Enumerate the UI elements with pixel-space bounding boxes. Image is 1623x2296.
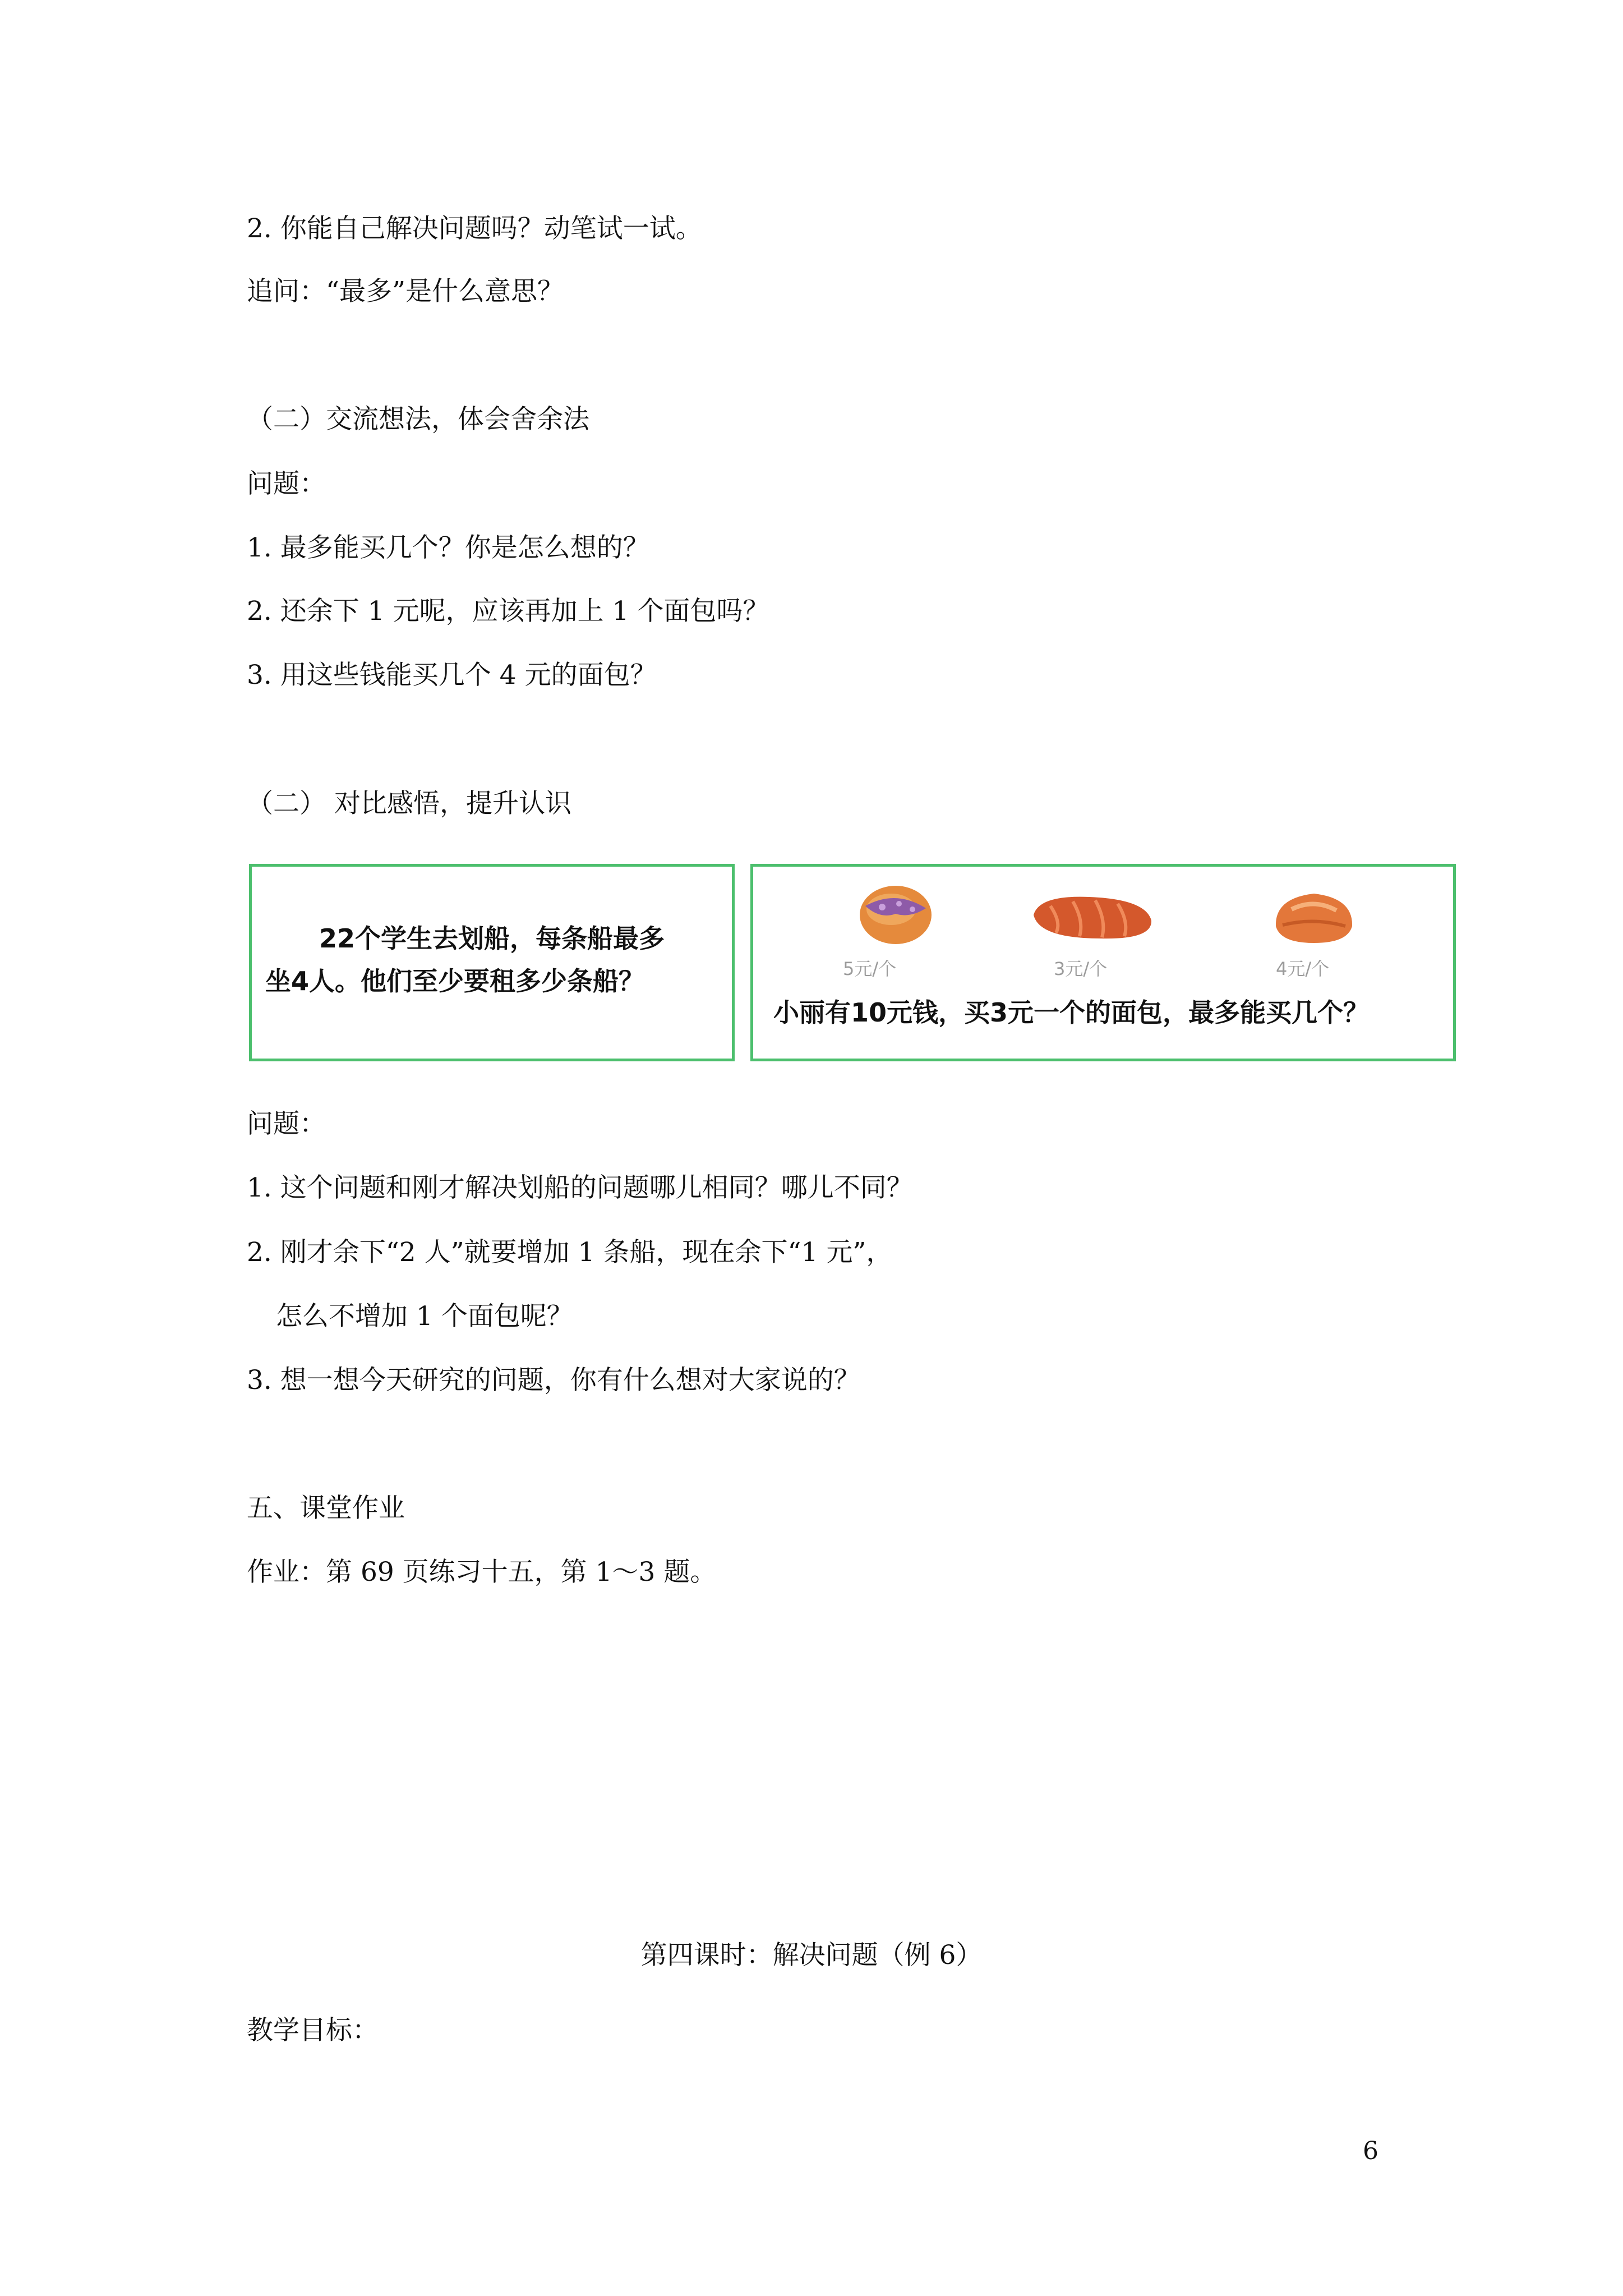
question-3: 3. 想一想今天研究的问题，你有什么想对大家说的？: [247, 1365, 860, 1396]
questions-label: 问题：: [247, 1108, 326, 1139]
questions-label: 问题：: [247, 468, 326, 499]
boat-problem-box: [249, 864, 735, 1061]
question-1: 1. 这个问题和刚才解决划船的问题哪儿相同？哪儿不同？: [247, 1172, 913, 1203]
section-heading: 五、课堂作业: [247, 1493, 405, 1524]
long-bread-icon: [1028, 889, 1157, 945]
lesson-title: 第四课时：解决问题（例 6）: [640, 1940, 983, 1971]
price-label: 5元/个: [843, 958, 897, 979]
section-heading: （二）交流想法，体会舍余法: [247, 404, 589, 435]
page-number: 6: [1363, 2137, 1378, 2165]
price-label: 4元/个: [1276, 958, 1330, 979]
bread-problem-question: 小丽有10元钱，买3元一个的面包，最多能买几个？: [773, 997, 1370, 1028]
price-label: 3元/个: [1054, 958, 1108, 979]
question-2-continued: 怎么不增加 1 个面包呢？: [276, 1301, 573, 1332]
boat-problem-line-1: 22个学生去划船，每条船最多: [319, 923, 665, 954]
question-1: 1. 最多能买几个？你是怎么想的？: [247, 532, 649, 563]
bread-problem-box: [750, 864, 1456, 1061]
section-heading: （二） 对比感悟，提升认识: [247, 788, 571, 819]
question-2: 2. 还余下 1 元呢，应该再加上 1 个面包吗？: [247, 596, 769, 627]
homework-text: 作业：第 69 页练习十五，第 1～3 题。: [247, 1557, 717, 1588]
question-3: 3. 用这些钱能买几个 4 元的面包？: [247, 660, 657, 691]
objectives-label: 教学目标：: [247, 2015, 379, 2046]
bun-bread-icon: [1269, 881, 1359, 949]
question-2: 2. 刚才余下“2 人”就要增加 1 条船，现在余下“1 元”，: [247, 1237, 893, 1268]
round-bread-icon: [854, 879, 937, 946]
followup-question: 追问：“最多”是什么意思？: [247, 276, 564, 307]
boat-problem-line-2: 坐4人。他们至少要租多少条船？: [265, 966, 645, 996]
question-2: 2. 你能自己解决问题吗？动笔试一试。: [247, 213, 702, 244]
